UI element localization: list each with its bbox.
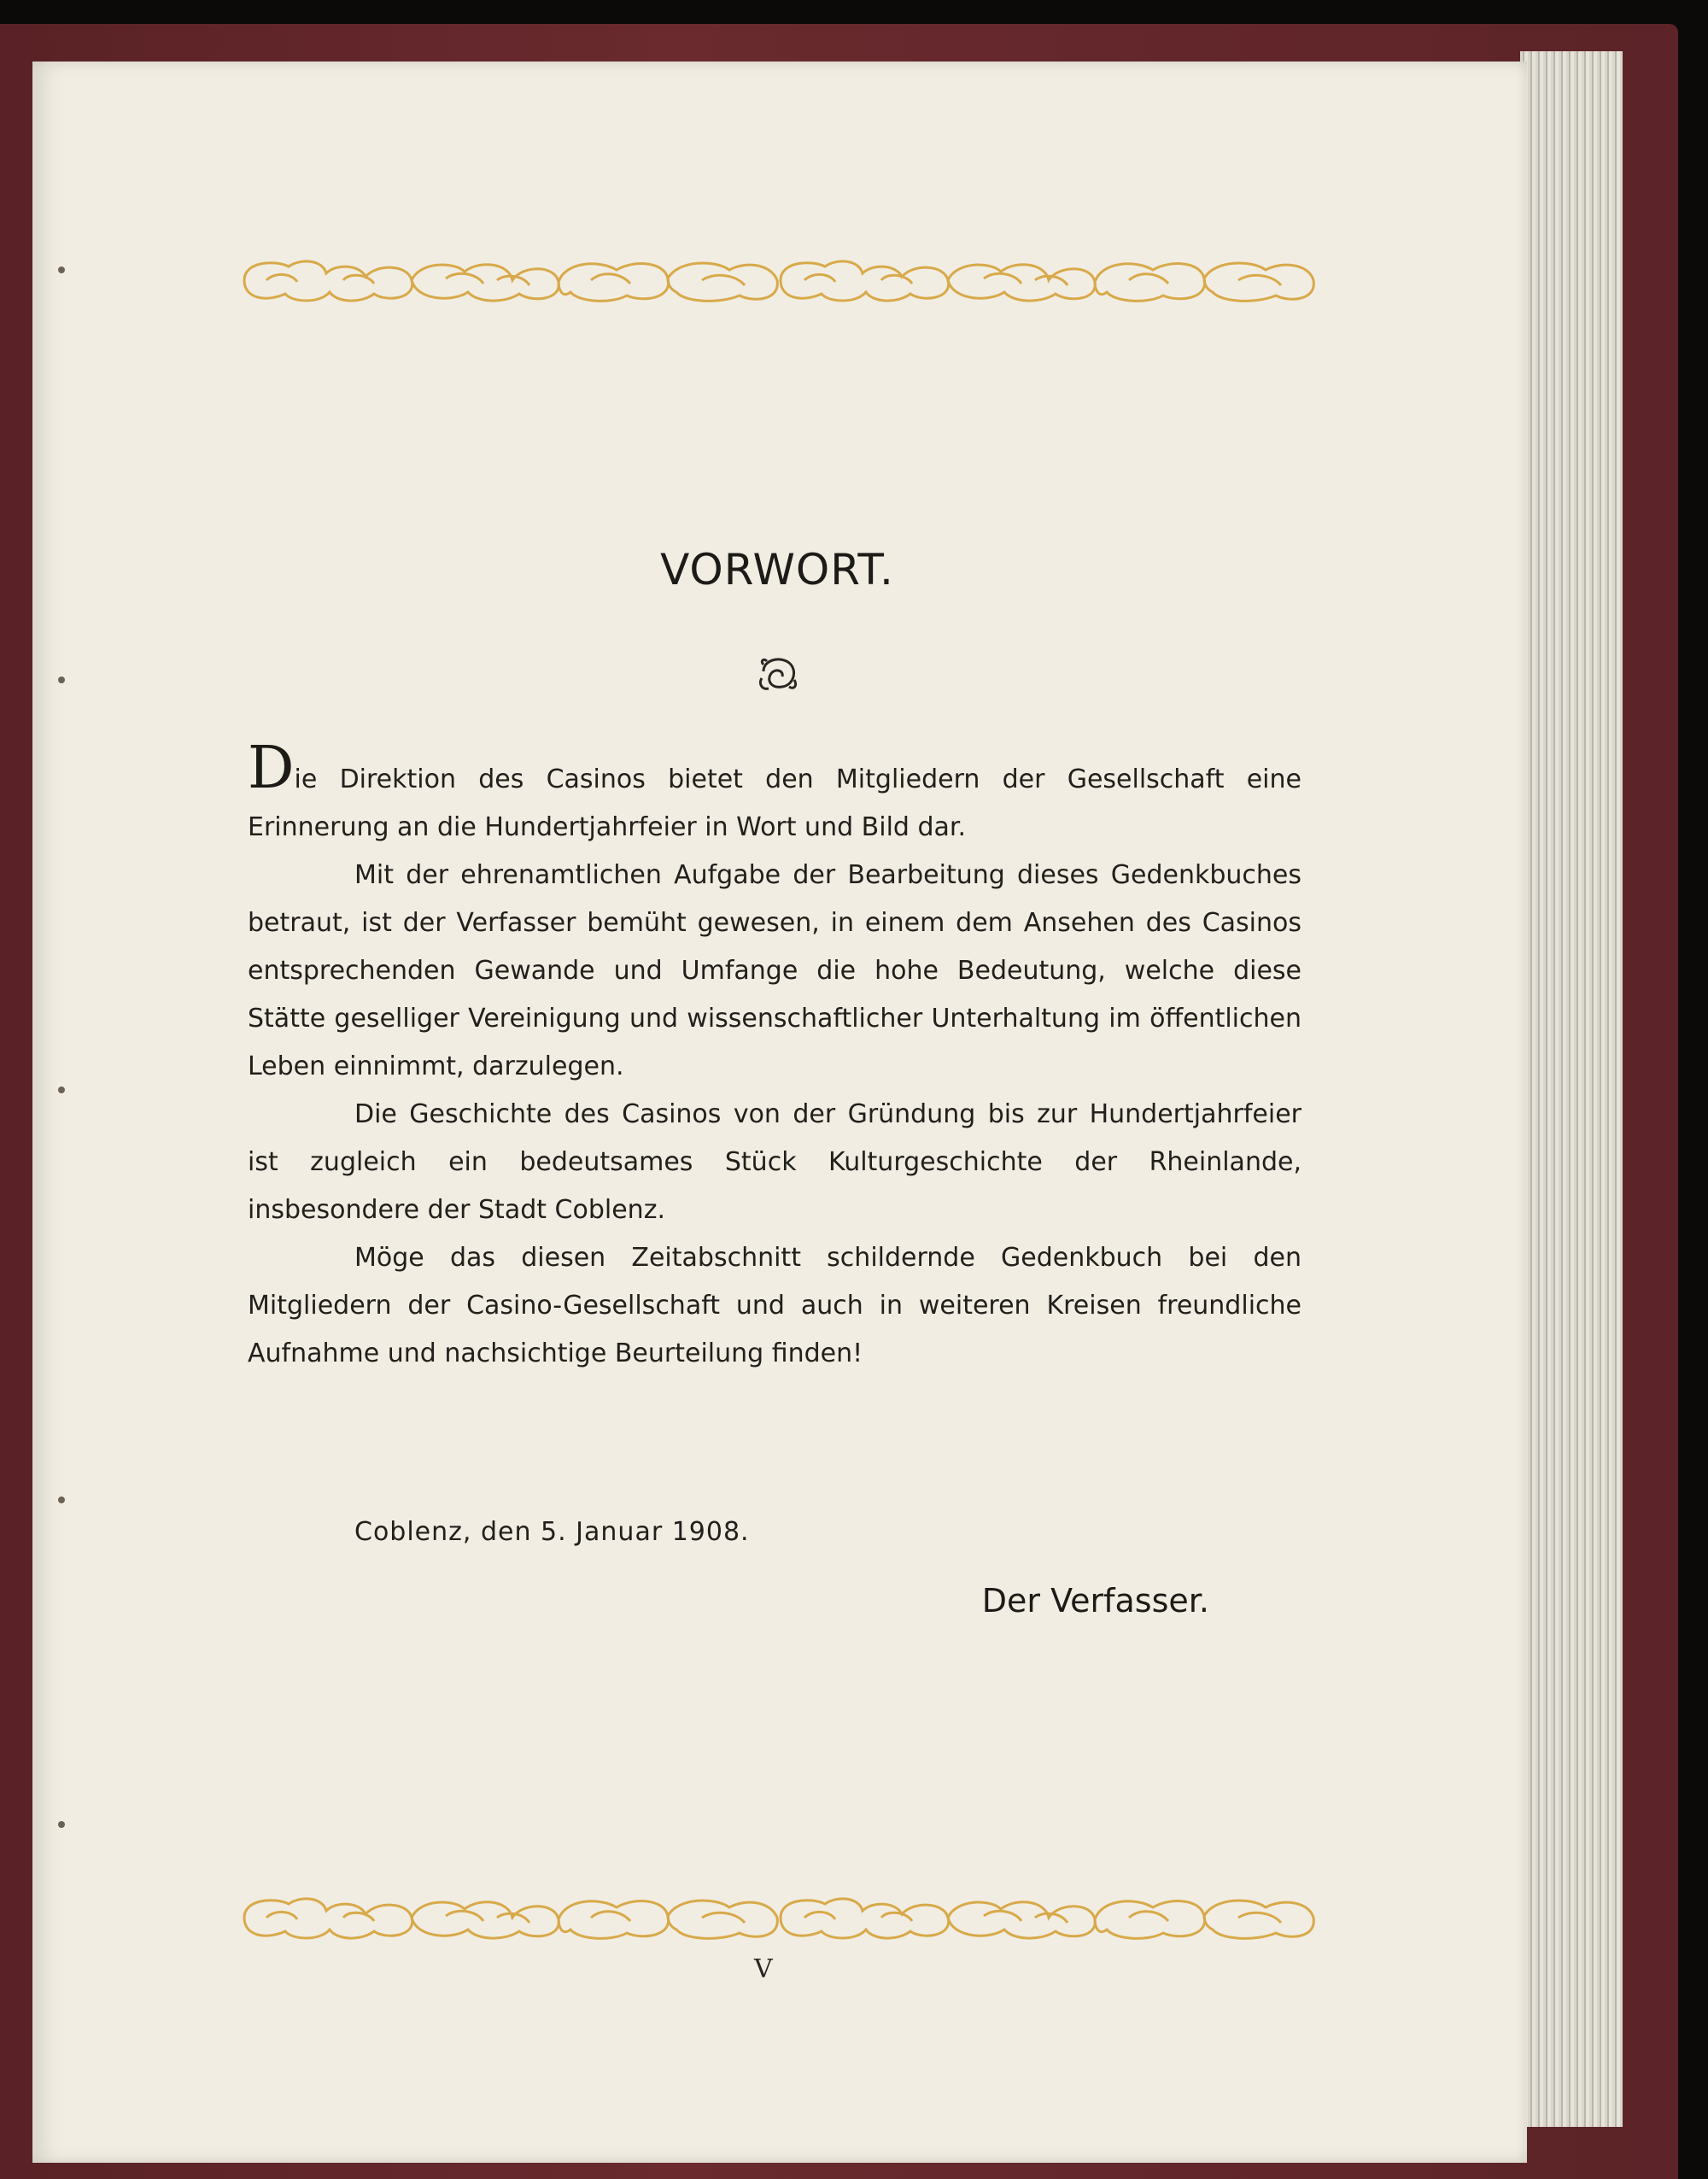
paragraph: Die Geschichte des Casinos von der Gründung bis zur Hundertjahrfeier ist zugleich ein bedeutsames Stück Kulturgeschichte der Rheinlande, insbesondere der Stadt Coblenz. — [248, 1099, 1301, 1225]
stitch-mark — [58, 267, 65, 273]
drop-cap: D — [248, 735, 295, 802]
page-number: V — [754, 1954, 773, 1984]
paragraph: Mit der ehrenamtlichen Aufgabe der Bearbeitung dieses Gedenkbuches betraut, ist der Verfasser bemüht gewesen, in einem dem Ansehen des Casinos entsprechenden Gewande und Umfange die hohe Bedeutung, welche diese Stätte geselliger Vereinigung und wissenschaftlicher Unterhaltung im öffentlichen Leben einnimmt, darzulegen. — [248, 860, 1301, 1081]
bleed-through-text — [350, 453, 1358, 499]
stitch-mark — [58, 1087, 65, 1093]
author-signature: Der Verfasser. — [981, 1582, 1209, 1620]
stitch-mark — [58, 677, 65, 683]
stitch-mark — [58, 1497, 65, 1503]
date-line: Coblenz, den 5. Januar 1908. — [354, 1517, 750, 1547]
page-edges — [1520, 51, 1623, 2127]
top-ornament-border — [241, 255, 1317, 306]
fleuron-ornament-icon — [755, 653, 801, 695]
preface-body — [248, 735, 1301, 1378]
paragraph: Möge das diesen Zeitabschnitt schildernde Gedenkbuch bei den Mitgliedern der Casino-Gesellschaft und auch in weiteren Kreisen freundliche Aufnahme und nachsichtige Beurteilung finden! — [248, 1243, 1301, 1368]
bottom-ornament-border — [241, 1892, 1317, 1943]
stitch-mark — [58, 1821, 65, 1828]
page-title: VORWORT. — [660, 545, 894, 595]
paragraph-text: ie Direktion des Casinos bietet den Mitgliedern der Gesellschaft eine Erinnerung an die Hundertjahrfeier in Wort und Bild dar. — [248, 764, 1301, 842]
paragraph — [248, 735, 1301, 852]
